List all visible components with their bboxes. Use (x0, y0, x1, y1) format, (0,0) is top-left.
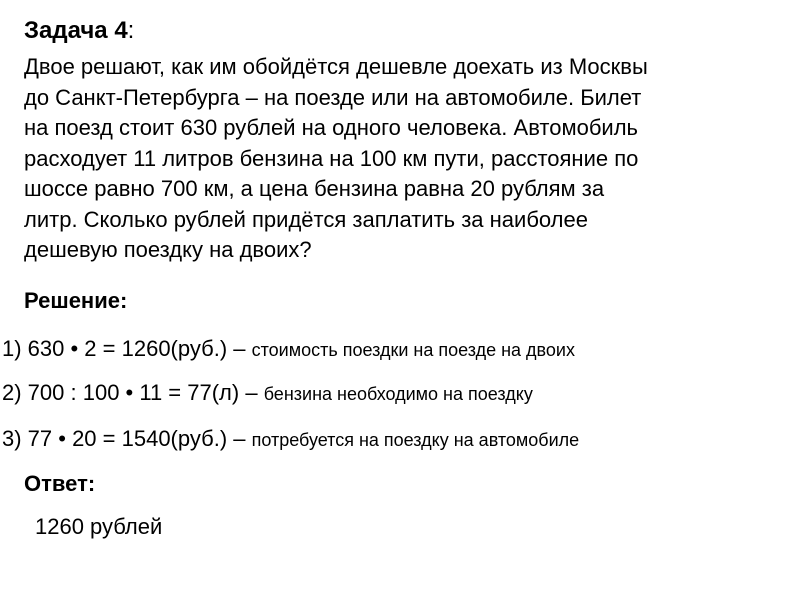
step-dash: – (227, 336, 252, 361)
task-text-line: расходует 11 литров бензина на 100 км пути, расстояние по (24, 145, 639, 171)
solution-step (2, 424, 579, 457)
step-comment: бензина необходимо на поездку (263, 384, 533, 404)
task-text-line: на поезд стоит 630 рублей на одного человека. Автомобиль (24, 115, 639, 140)
task-text-line: Двое решают, как им обойдётся дешевле доехать из Москвы (24, 54, 648, 79)
task-title-label: Задача 4 (24, 17, 128, 44)
step-dash: – (239, 380, 264, 405)
solution-label: Решение: (24, 288, 128, 313)
task-title-colon: : (127, 17, 135, 44)
step-comment: потребуется на поездку на автомобиле (251, 430, 580, 450)
solution-step (2, 334, 575, 367)
task-text (24, 52, 784, 266)
answer-label: Ответ: (24, 471, 96, 496)
step-expression: 3) 77 • 20 = 1540(руб.) (2, 426, 228, 451)
task-text-line: дешевую поездку на двоих? (24, 237, 312, 262)
task-text-line: шоссе равно 700 км, а цена бензина равна 20 рублям за (24, 176, 605, 201)
task-text-line: до Санкт-Петербурга – на поезде или на автомобиле. Билет (24, 84, 642, 110)
step-dash: – (227, 426, 252, 451)
step-comment: стоимость поездки на поезде на двоих (251, 340, 575, 360)
step-expression: 2) 700 : 100 • 11 = 77(л) (2, 380, 240, 405)
answer-value: 1260 рублей (35, 514, 163, 539)
task-text-line: литр. Сколько рублей придётся заплатить за наиболее (24, 206, 588, 232)
task-title (24, 14, 134, 48)
solution-step (2, 378, 533, 411)
step-expression: 1) 630 • 2 = 1260(руб.) (2, 336, 228, 361)
